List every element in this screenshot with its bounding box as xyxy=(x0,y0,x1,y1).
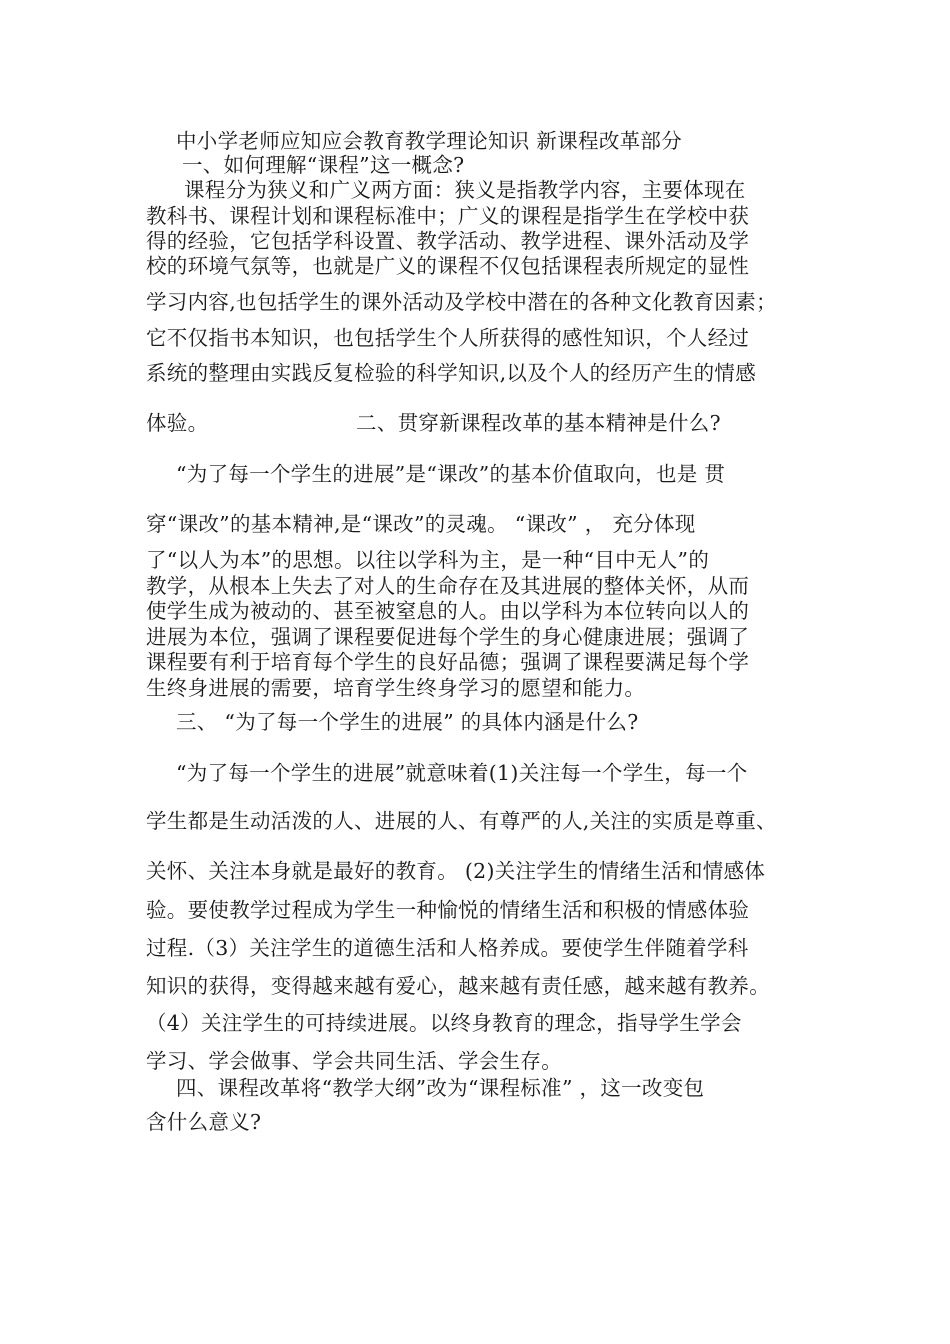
paragraph-line: （4）关注学生的可持续进展。以终身教育的理念，指导学生学会 xyxy=(146,1011,742,1035)
document-title: 中小学老师应知应会教育教学理论知识 新课程改革部分 xyxy=(176,129,683,153)
paragraph-line: 教学，从根本上失去了对人的生命存在及其进展的整体关怀，从而 xyxy=(146,574,750,598)
paragraph-line: 体验。 xyxy=(146,411,209,435)
paragraph-line: 得的经验，它包括学科设置、教学活动、教学进程、课外活动及学 xyxy=(146,229,750,253)
paragraph-line: 生终身进展的需要，培育学生终身学习的愿望和能力。 xyxy=(146,676,646,700)
paragraph-line: 系统的整理由实践反复检验的科学知识,以及个人的经历产生的情感 xyxy=(146,361,757,385)
section-heading-1: 一、如何理解“课程”这一概念? xyxy=(182,153,465,177)
paragraph-line: 进展为本位，强调了课程要促进每个学生的身心健康进展；强调了 xyxy=(146,625,750,649)
paragraph-line: 它不仅指书本知识，也包括学生个人所获得的感性知识，个人经过 xyxy=(146,326,750,350)
section-heading-3: 三、 “为了每一个学生的进展” 的具体内涵是什么? xyxy=(176,710,639,734)
paragraph-line: 学生都是生动活泼的人、进展的人、有尊严的人,关注的实质是尊重、 xyxy=(146,809,777,833)
paragraph-line: 校的环境气氛等，也就是广义的课程不仅包括课程表所规定的显性 xyxy=(146,254,750,278)
paragraph-line: 知识的获得，变得越来越有爱心，越来越有责任感，越来越有教养。 xyxy=(146,974,770,998)
paragraph-line: 学习内容,也包括学生的课外活动及学校中潜在的各种文化教育因素； xyxy=(146,290,777,314)
paragraph-line: “为了每一个学生的进展”是“课改”的基本价值取向，也是 贯 xyxy=(176,462,726,486)
paragraph-line: 了“以人为本”的思想。以往以学科为主，是一种“目中无人”的 xyxy=(146,548,710,572)
paragraph-line: 验。要使教学过程成为学生一种愉悦的情绪生活和积极的情感体验 xyxy=(146,898,750,922)
paragraph-line: 课程要有利于培育每个学生的良好品德；强调了课程要满足每个学 xyxy=(146,650,750,674)
section-heading-2: 二、贯穿新课程改革的基本精神是什么? xyxy=(356,411,721,435)
paragraph-line: 关怀、关注本身就是最好的教育。 (2)关注学生的情绪生活和情感体 xyxy=(146,859,766,883)
paragraph-line: 使学生成为被动的、甚至被窒息的人。由以学科为本位转向以人的 xyxy=(146,599,750,623)
paragraph-line: 含什么意义? xyxy=(146,1110,262,1134)
section-heading-4: 四、课程改革将“教学大纲”改为“课程标准” ，这一改变包 xyxy=(176,1076,705,1100)
paragraph-line: 学习、学会做事、学会共同生活、学会生存。 xyxy=(146,1049,562,1073)
paragraph-line: 穿“课改”的基本精神,是“课改”的灵魂。 “课改” ， 充分体现 xyxy=(146,512,696,536)
paragraph-line: 教科书、课程计划和课程标准中；广义的课程是指学生在学校中获 xyxy=(146,204,750,228)
paragraph-line: 过程.（3）关注学生的道德生活和人格养成。要使学生伴随着学科 xyxy=(146,936,749,960)
paragraph-line: “为了每一个学生的进展”就意味着(1)关注每一个学生，每一个 xyxy=(176,761,748,785)
paragraph-line: 课程分为狭义和广义两方面：狭义是指教学内容，主要体现在 xyxy=(184,178,746,202)
